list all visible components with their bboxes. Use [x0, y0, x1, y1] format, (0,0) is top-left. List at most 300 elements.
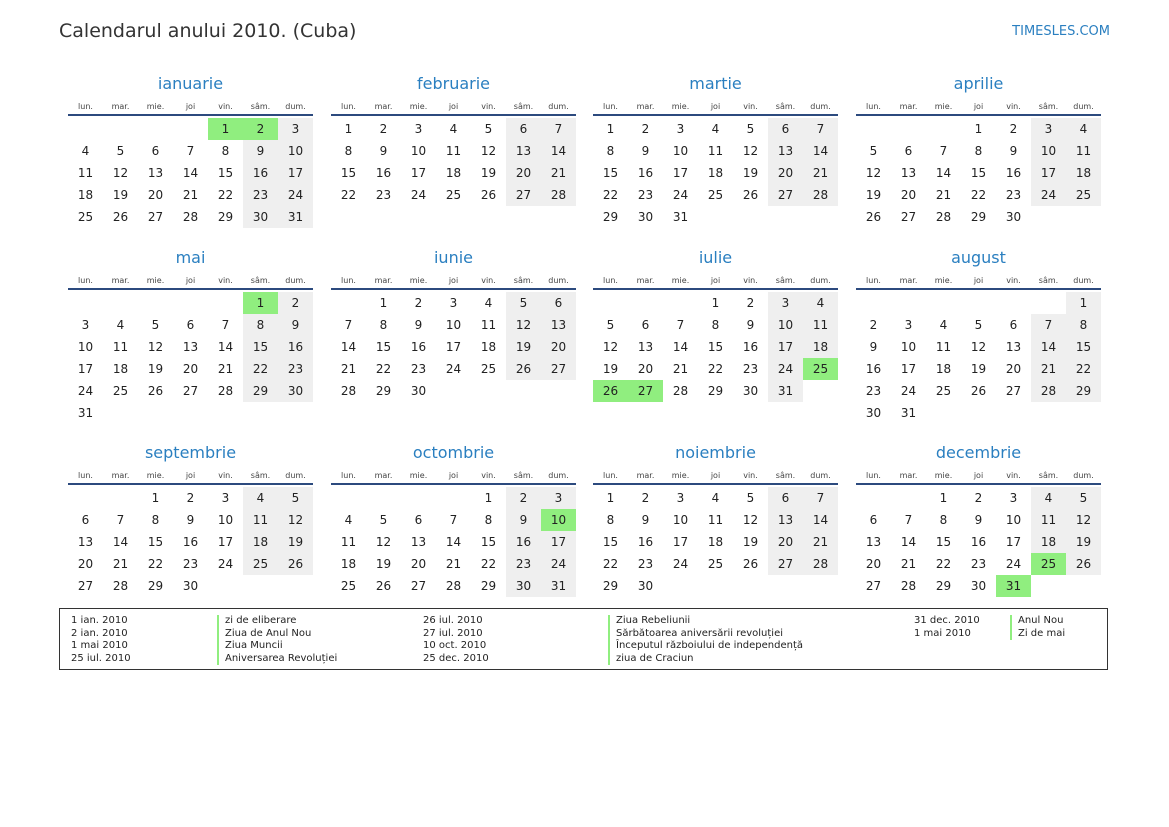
- day-cell: 29: [1066, 380, 1101, 402]
- day-grid: [593, 292, 838, 402]
- empty-cell: [173, 118, 208, 140]
- weekday-label: lun.: [866, 276, 881, 285]
- weekday-label: mar.: [636, 276, 655, 285]
- day-cell: 14: [445, 535, 462, 549]
- weekday-label: sâm.: [1038, 276, 1059, 285]
- day-cell: 7: [221, 318, 230, 332]
- day-cell: 6: [904, 144, 913, 158]
- day-cell: 23: [865, 384, 882, 398]
- day-cell: 1: [939, 491, 948, 505]
- day-cell: 15: [1066, 336, 1101, 358]
- day-cell: 28: [445, 579, 462, 593]
- day-cell: 11: [707, 144, 724, 158]
- day-cell: 18: [1031, 531, 1066, 553]
- weekday-header: [331, 95, 576, 116]
- day-cell: 2: [641, 491, 650, 505]
- month-iunie: [331, 247, 576, 402]
- day-cell: 30: [637, 579, 654, 593]
- day-cell: 13: [900, 166, 917, 180]
- day-cell: 25: [340, 579, 357, 593]
- day-cell: 11: [935, 340, 952, 354]
- day-cell: 5: [746, 122, 755, 136]
- day-cell: 23: [637, 557, 654, 571]
- day-cell: 19: [375, 557, 392, 571]
- weekday-label: mar.: [636, 471, 655, 480]
- weekday-label: vin.: [743, 102, 758, 111]
- weekday-label: lun.: [866, 102, 881, 111]
- day-cell: 15: [243, 336, 278, 358]
- day-cell: 4: [81, 144, 90, 158]
- weekday-label: mie.: [146, 276, 165, 285]
- day-cell: 1: [974, 122, 983, 136]
- day-cell: 27: [1005, 384, 1022, 398]
- weekday-label: lun.: [341, 276, 356, 285]
- weekday-label: sâm.: [250, 471, 271, 480]
- day-grid: [593, 487, 838, 597]
- day-cell: 16: [1005, 166, 1022, 180]
- day-cell: 28: [935, 210, 952, 224]
- day-cell: 26: [506, 358, 541, 380]
- day-cell: 20: [410, 557, 427, 571]
- weekday-header: [856, 464, 1101, 485]
- day-cell: 29: [375, 384, 392, 398]
- empty-cell: [68, 487, 103, 509]
- day-cell: 4: [344, 513, 353, 527]
- weekday-label: mar.: [636, 102, 655, 111]
- day-cell: 14: [935, 166, 952, 180]
- day-cell: 24: [1031, 184, 1066, 206]
- empty-cell: [103, 292, 138, 314]
- day-cell: 10: [900, 340, 917, 354]
- day-cell: 17: [1031, 162, 1066, 184]
- day-cell: 24: [541, 553, 576, 575]
- legend-date: 25 dec. 2010: [423, 652, 489, 664]
- day-cell: 9: [506, 509, 541, 531]
- day-cell: 20: [541, 336, 576, 358]
- day-cell: 20: [147, 188, 164, 202]
- day-cell: 30: [865, 406, 882, 420]
- day-cell: 6: [186, 318, 195, 332]
- day-cell: 16: [410, 340, 427, 354]
- day-cell: 7: [344, 318, 353, 332]
- month-name: septembrie: [144, 443, 237, 462]
- legend-date: 1 mai 2010: [914, 627, 971, 639]
- day-cell: 12: [865, 166, 882, 180]
- day-cell: 17: [410, 166, 427, 180]
- day-cell: 10: [672, 513, 689, 527]
- day-cell: 13: [410, 535, 427, 549]
- day-cell: 24: [217, 557, 234, 571]
- day-cell: 15: [707, 340, 724, 354]
- empty-cell: [138, 292, 173, 314]
- day-cell: 25: [707, 557, 724, 571]
- day-cell: 12: [375, 535, 392, 549]
- day-cell: 19: [865, 188, 882, 202]
- day-cell: 28: [803, 184, 838, 206]
- day-cell: 24: [768, 358, 803, 380]
- day-cell: 1: [606, 491, 615, 505]
- day-cell: 21: [1031, 358, 1066, 380]
- day-cell: 18: [340, 557, 357, 571]
- day-cell: 8: [974, 144, 983, 158]
- day-cell: 26: [278, 553, 313, 575]
- day-cell: 23: [970, 557, 987, 571]
- empty-cell: [331, 292, 366, 314]
- weekday-label: vin.: [481, 471, 496, 480]
- day-cell: 8: [344, 144, 353, 158]
- empty-cell: [996, 292, 1031, 314]
- day-cell: 5: [746, 491, 755, 505]
- day-cell: 2: [243, 118, 278, 140]
- day-cell: 12: [278, 509, 313, 531]
- weekday-header: [856, 95, 1101, 116]
- day-cell: 18: [1066, 162, 1101, 184]
- day-cell: 10: [77, 340, 94, 354]
- day-cell: 31: [672, 210, 689, 224]
- day-cell: 17: [672, 166, 689, 180]
- month-name: iunie: [433, 248, 473, 267]
- day-cell: 4: [484, 296, 493, 310]
- day-grid: [331, 487, 576, 597]
- day-cell: 25: [803, 358, 838, 380]
- day-cell: 22: [375, 362, 392, 376]
- weekday-label: dum.: [1073, 276, 1094, 285]
- day-cell: 16: [506, 531, 541, 553]
- empty-cell: [856, 118, 891, 140]
- day-cell: 17: [77, 362, 94, 376]
- day-cell: 9: [278, 314, 313, 336]
- day-cell: 26: [865, 210, 882, 224]
- day-cell: 27: [900, 210, 917, 224]
- weekday-label: lun.: [341, 471, 356, 480]
- day-cell: 6: [541, 292, 576, 314]
- day-cell: 20: [77, 557, 94, 571]
- day-cell: 2: [641, 122, 650, 136]
- weekday-label: lun.: [78, 102, 93, 111]
- day-cell: 22: [707, 362, 724, 376]
- day-cell: 6: [768, 118, 803, 140]
- day-cell: 10: [410, 144, 427, 158]
- day-cell: 30: [637, 210, 654, 224]
- weekday-label: vin.: [481, 276, 496, 285]
- legend-date: 1 ian. 2010: [71, 615, 128, 626]
- weekday-label: dum.: [548, 102, 569, 111]
- day-cell: 9: [746, 318, 755, 332]
- day-cell: 1: [484, 491, 493, 505]
- day-cell: 20: [1005, 362, 1022, 376]
- day-cell: 21: [112, 557, 129, 571]
- weekday-label: sâm.: [775, 276, 796, 285]
- day-cell: 30: [970, 579, 987, 593]
- day-cell: 12: [506, 314, 541, 336]
- empty-cell: [891, 487, 926, 509]
- weekday-label: lun.: [78, 276, 93, 285]
- day-cell: 26: [742, 188, 759, 202]
- day-cell: 28: [900, 579, 917, 593]
- day-cell: 23: [278, 358, 313, 380]
- weekday-label: lun.: [603, 471, 618, 480]
- month-aprilie: [856, 73, 1101, 228]
- day-cell: 19: [602, 362, 619, 376]
- page-title: Calendarul anului 2010. (Cuba): [59, 20, 357, 42]
- month-octombrie: [331, 442, 576, 597]
- weekday-label: vin.: [481, 102, 496, 111]
- empty-cell: [891, 292, 926, 314]
- weekday-label: sâm.: [1038, 471, 1059, 480]
- day-cell: 3: [1009, 491, 1018, 505]
- day-cell: 22: [602, 188, 619, 202]
- day-cell: 29: [243, 380, 278, 402]
- day-cell: 18: [445, 166, 462, 180]
- day-cell: 25: [1031, 553, 1066, 575]
- day-cell: 25: [243, 553, 278, 575]
- day-cell: 14: [803, 140, 838, 162]
- day-cell: 23: [182, 557, 199, 571]
- weekday-label: vin.: [1006, 471, 1021, 480]
- weekday-label: dum.: [548, 471, 569, 480]
- day-cell: 31: [996, 575, 1031, 597]
- day-cell: 13: [865, 535, 882, 549]
- day-cell: 29: [602, 210, 619, 224]
- day-cell: 29: [707, 384, 724, 398]
- day-cell: 11: [1031, 509, 1066, 531]
- day-cell: 3: [449, 296, 458, 310]
- day-cell: 8: [379, 318, 388, 332]
- day-cell: 10: [278, 140, 313, 162]
- day-cell: 30: [506, 575, 541, 597]
- day-cell: 19: [278, 531, 313, 553]
- legend-holiday-name: Sărbătoarea aniversării revoluției: [608, 628, 803, 641]
- legend-holiday-name: Ziua Rebeliunii: [608, 615, 803, 628]
- day-cell: 20: [768, 531, 803, 553]
- legend-holiday-name: ziua de Craciun: [608, 653, 803, 666]
- day-cell: 11: [112, 340, 129, 354]
- day-cell: 13: [768, 140, 803, 162]
- day-cell: 24: [445, 362, 462, 376]
- weekday-label: mar.: [111, 276, 130, 285]
- day-cell: 25: [77, 210, 94, 224]
- weekday-label: mie.: [409, 471, 428, 480]
- day-cell: 3: [676, 491, 685, 505]
- day-cell: 14: [112, 535, 129, 549]
- day-cell: 16: [278, 336, 313, 358]
- day-cell: 5: [974, 318, 983, 332]
- day-cell: 13: [637, 340, 654, 354]
- day-cell: 31: [77, 406, 94, 420]
- day-cell: 26: [742, 557, 759, 571]
- weekday-label: mie.: [934, 276, 953, 285]
- day-cell: 27: [865, 579, 882, 593]
- month-name: decembrie: [935, 443, 1022, 462]
- day-cell: 3: [1031, 118, 1066, 140]
- day-cell: 26: [375, 579, 392, 593]
- day-cell: 5: [484, 122, 493, 136]
- day-cell: 21: [672, 362, 689, 376]
- day-cell: 25: [935, 384, 952, 398]
- day-cell: 16: [637, 535, 654, 549]
- day-cell: 8: [711, 318, 720, 332]
- legend-date: 27 iul. 2010: [423, 627, 483, 639]
- weekday-label: joi: [973, 102, 984, 111]
- weekday-label: dum.: [548, 276, 569, 285]
- day-cell: 18: [707, 166, 724, 180]
- weekday-header: [68, 269, 313, 290]
- day-cell: 3: [221, 491, 230, 505]
- day-cell: 12: [970, 340, 987, 354]
- weekday-label: mie.: [671, 276, 690, 285]
- day-cell: 29: [970, 210, 987, 224]
- day-cell: 24: [900, 384, 917, 398]
- day-cell: 24: [672, 557, 689, 571]
- day-grid: [593, 118, 838, 228]
- day-cell: 8: [939, 513, 948, 527]
- day-cell: 8: [606, 513, 615, 527]
- day-cell: 20: [900, 188, 917, 202]
- day-cell: 28: [112, 579, 129, 593]
- day-cell: 13: [1005, 340, 1022, 354]
- legend-holiday-name: Anul Nou: [1010, 615, 1065, 628]
- day-cell: 26: [480, 188, 497, 202]
- day-cell: 9: [414, 318, 423, 332]
- day-cell: 10: [445, 318, 462, 332]
- day-cell: 28: [182, 210, 199, 224]
- weekday-label: lun.: [603, 102, 618, 111]
- weekday-label: mie.: [934, 102, 953, 111]
- day-cell: 24: [278, 184, 313, 206]
- day-cell: 1: [243, 292, 278, 314]
- day-grid: [331, 118, 576, 206]
- weekday-label: mie.: [409, 276, 428, 285]
- day-cell: 28: [1031, 380, 1066, 402]
- day-cell: 4: [1066, 118, 1101, 140]
- weekday-label: lun.: [341, 102, 356, 111]
- day-cell: 14: [672, 340, 689, 354]
- month-name: mai: [175, 248, 206, 267]
- day-cell: 14: [217, 340, 234, 354]
- day-cell: 26: [112, 210, 129, 224]
- day-cell: 5: [606, 318, 615, 332]
- day-cell: 12: [602, 340, 619, 354]
- day-cell: 11: [803, 314, 838, 336]
- empty-cell: [856, 292, 891, 314]
- empty-cell: [628, 292, 663, 314]
- day-cell: 5: [379, 513, 388, 527]
- weekday-label: lun.: [603, 276, 618, 285]
- day-cell: 5: [116, 144, 125, 158]
- weekday-label: mie.: [146, 102, 165, 111]
- empty-cell: [891, 118, 926, 140]
- day-cell: 2: [869, 318, 878, 332]
- weekday-label: vin.: [218, 276, 233, 285]
- weekday-label: lun.: [866, 471, 881, 480]
- day-cell: 9: [1009, 144, 1018, 158]
- month-name: ianuarie: [157, 74, 224, 93]
- legend-dates-1: [71, 615, 131, 665]
- day-cell: 15: [970, 166, 987, 180]
- day-cell: 27: [147, 210, 164, 224]
- day-cell: 24: [77, 384, 94, 398]
- holiday-legend: [59, 608, 1108, 670]
- day-cell: 13: [182, 340, 199, 354]
- weekday-label: dum.: [810, 471, 831, 480]
- day-cell: 14: [541, 140, 576, 162]
- day-cell: 4: [116, 318, 125, 332]
- day-cell: 4: [449, 122, 458, 136]
- day-cell: 30: [742, 384, 759, 398]
- day-cell: 15: [375, 340, 392, 354]
- weekday-label: joi: [710, 471, 721, 480]
- month-name: august: [951, 248, 1006, 267]
- day-cell: 15: [217, 166, 234, 180]
- empty-cell: [138, 118, 173, 140]
- day-cell: 20: [182, 362, 199, 376]
- day-cell: 6: [414, 513, 423, 527]
- month-ianuarie: [68, 73, 313, 228]
- day-cell: 25: [445, 188, 462, 202]
- day-cell: 17: [445, 340, 462, 354]
- day-grid: [856, 487, 1101, 597]
- day-cell: 9: [974, 513, 983, 527]
- day-cell: 17: [900, 362, 917, 376]
- legend-date: 2 ian. 2010: [71, 627, 128, 639]
- site-link[interactable]: TIMESLES.COM: [1012, 24, 1110, 39]
- day-cell: 27: [541, 358, 576, 380]
- day-cell: 15: [480, 535, 497, 549]
- empty-cell: [366, 487, 401, 509]
- day-cell: 22: [340, 188, 357, 202]
- weekday-label: joi: [448, 471, 459, 480]
- weekday-label: mar.: [111, 102, 130, 111]
- day-cell: 27: [506, 184, 541, 206]
- weekday-label: mar.: [899, 102, 918, 111]
- day-cell: 16: [243, 162, 278, 184]
- legend-holiday-name: Zi de mai: [1010, 628, 1065, 641]
- legend-date: 26 iul. 2010: [423, 615, 483, 626]
- weekday-label: mar.: [899, 471, 918, 480]
- day-cell: 27: [77, 579, 94, 593]
- weekday-label: sâm.: [513, 102, 534, 111]
- weekday-label: joi: [448, 102, 459, 111]
- month-august: [856, 247, 1101, 424]
- day-cell: 1: [1066, 292, 1101, 314]
- day-cell: 4: [711, 122, 720, 136]
- day-cell: 7: [541, 118, 576, 140]
- day-cell: 12: [742, 513, 759, 527]
- weekday-header: [856, 269, 1101, 290]
- day-cell: 2: [974, 491, 983, 505]
- day-cell: 25: [1066, 184, 1101, 206]
- day-cell: 30: [1005, 210, 1022, 224]
- day-cell: 13: [147, 166, 164, 180]
- day-cell: 20: [506, 162, 541, 184]
- day-cell: 11: [77, 166, 94, 180]
- weekday-label: mie.: [671, 102, 690, 111]
- day-cell: 31: [768, 380, 803, 402]
- day-cell: 22: [217, 188, 234, 202]
- day-cell: 1: [151, 491, 160, 505]
- empty-cell: [401, 487, 436, 509]
- weekday-header: [68, 464, 313, 485]
- weekday-label: dum.: [1073, 102, 1094, 111]
- day-cell: 29: [217, 210, 234, 224]
- day-cell: 4: [243, 487, 278, 509]
- day-cell: 3: [278, 118, 313, 140]
- day-cell: 31: [900, 406, 917, 420]
- legend-names-1: [217, 615, 337, 665]
- day-cell: 23: [637, 188, 654, 202]
- legend-dates-2: [423, 615, 489, 665]
- day-cell: 5: [869, 144, 878, 158]
